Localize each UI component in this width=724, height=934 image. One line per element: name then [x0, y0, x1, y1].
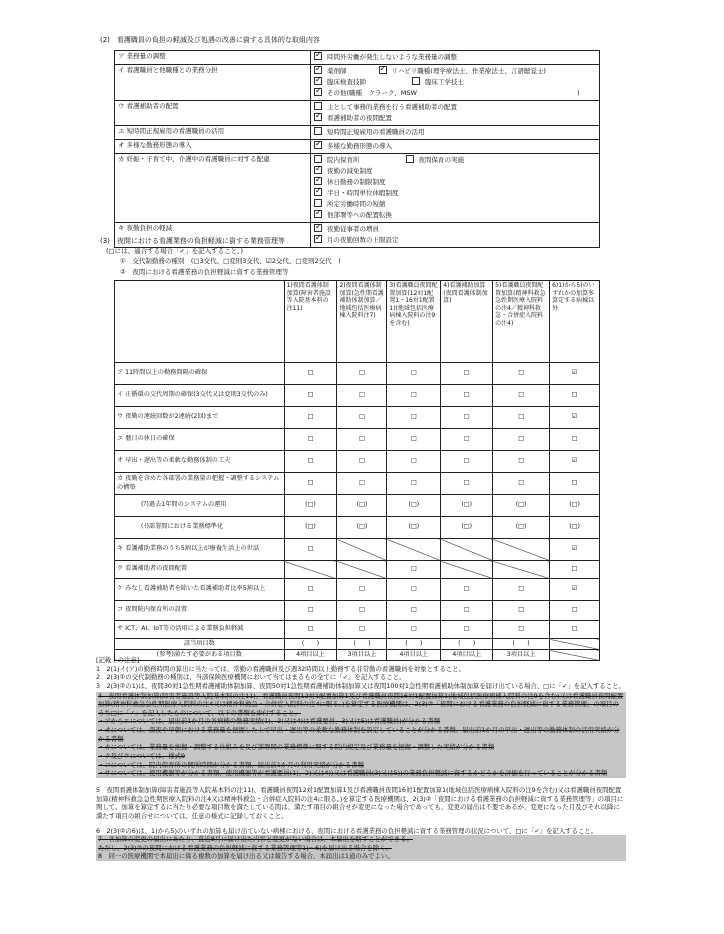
note-7-b: ただし、2(3)②の夜間における看護業務の負担軽減に資する業務管理等1)〜6)を届け出る場合を除く。 — [98, 843, 392, 852]
option-line — [314, 177, 596, 188]
option-close-paren: ) — [576, 89, 580, 97]
workload-row-label: エ 暦日の休日の確保 — [115, 429, 285, 451]
check-cell[interactable]: □ — [337, 473, 387, 495]
option-label: リハビリ職種(理学療法士、作業療法士、言語聴覚士) — [391, 67, 546, 75]
note-6: 6 2(3)②の6)は、1)から5)のいずれの加算も届け出ていない病棟における、夜間における看護業務の負担軽減に資する業務管理の状況について、□に「✓」を記入すること。 — [96, 826, 598, 835]
workload-row-label: ウ 夜勤の連続回数が2連続(2回)まで — [115, 407, 285, 429]
burden-row-options — [311, 65, 600, 101]
night-burden-subheading: ② 夜間における看護業務の負担軽減に資する業務管理等 — [120, 268, 289, 276]
check-cell[interactable]: □ — [493, 473, 550, 495]
option-line — [314, 88, 596, 99]
check-cell[interactable]: □ — [441, 601, 493, 621]
check-cell[interactable]: (□) — [337, 517, 387, 539]
not-applicable-cell — [493, 561, 550, 579]
check-cell[interactable]: □ — [284, 539, 337, 561]
check-cell[interactable]: □ — [441, 429, 493, 451]
check-cell[interactable]: □ — [337, 601, 387, 621]
burden-reduction-table — [114, 50, 600, 248]
burden-row-options — [311, 154, 600, 223]
workload-row — [115, 473, 600, 495]
check-cell[interactable]: □ — [441, 363, 493, 385]
check-cell[interactable]: □ — [337, 363, 387, 385]
note-4-struck-block — [96, 692, 626, 778]
option-label: 多様な勤務形態の導入 — [327, 142, 392, 150]
workload-row — [115, 539, 600, 561]
burden-row-label: ア 業務量の調整 — [115, 51, 311, 65]
notes-section — [96, 656, 626, 861]
option-label: 院内保育所 — [327, 156, 360, 164]
check-cell[interactable]: □ — [550, 385, 600, 407]
not-applicable-cell — [550, 639, 600, 650]
check-cell[interactable]: (□) — [284, 495, 337, 517]
section-3-heading: (3) 夜間における看護業務の負担軽減に資する業務管理等 — [100, 237, 285, 245]
check-cell[interactable]: (□) — [284, 517, 337, 539]
note-4-a: ・アからエについては、届出前1か月の各病棟の勤務実績(1)、2)又は4)は看護要員、3)又は5)は看護職員)が分かる書類 — [98, 717, 441, 726]
checkbox[interactable] — [314, 88, 322, 96]
check-cell[interactable]: □ — [284, 385, 337, 407]
workload-row — [115, 517, 600, 539]
check-cell[interactable]: □ — [337, 407, 387, 429]
check-cell[interactable]: □ — [387, 451, 441, 473]
checkbox[interactable] — [379, 66, 387, 74]
option-label: 時間外労働が発生しないような業務量の調整 — [327, 53, 457, 61]
check-cell[interactable]: □ — [284, 579, 337, 601]
note-5: 5 夜間看護体制加算(障害者施設等入院基本料の注11)、看護職員夜間12対1配置加算1及び看護職員夜間16対1配置加算1(地域包括医療病棟入院料の注9を含む)又は看護職員夜間配置加算(精神科救急急性期医療入院料の注4又は精神科救急・合併症入院料の注4に限る。)を算定する医療機関は、2(3)②「夜間における看護業務の負担軽減に資する業務管理等」の項目に関して、加算を算定するに当たり必要な項目数を満たしている間は、満たす項目の組合せが変更になった場合であっても、変更の届出は不要であるが、変更になった月及びそれ以降に満たす項目の組合せについては、任意の様式に記録しておくこと。 — [96, 785, 624, 820]
required-row-label: (参考)満たす必要がある項目数 — [115, 650, 285, 661]
section-3-subnote: (□には、適合する場合「✓」を記入すること。) — [106, 247, 243, 255]
check-cell[interactable]: □ — [493, 363, 550, 385]
check-cell[interactable]: □ — [493, 601, 550, 621]
option-label: 他部署等への配置転換 — [327, 211, 392, 219]
check-cell[interactable]: □ — [493, 407, 550, 429]
checkbox[interactable] — [314, 113, 322, 121]
workload-row-label: ク 看護補助者の夜間配置 — [115, 561, 285, 579]
check-cell[interactable]: (□) — [493, 517, 550, 539]
notes-title: [記載上の注意] — [96, 656, 140, 664]
count-row-value[interactable]: ( ) — [284, 639, 337, 650]
required-row-value: 3項目以上 — [493, 650, 550, 661]
checkbox[interactable] — [412, 77, 420, 85]
check-cell[interactable]: □ — [441, 451, 493, 473]
burden-row-label: イ 看護職員と他職種との業務分担 — [115, 65, 311, 101]
check-cell[interactable]: □ — [284, 601, 337, 621]
option-line — [314, 155, 596, 166]
not-applicable-cell — [387, 539, 441, 561]
check-cell[interactable]: □ — [493, 385, 550, 407]
note-4-b: ・オについては、深夜や早朝における業務量を把握した上で早出・遅出等の柔軟な勤務体制を設定していることが分かる書類、届出前1か月の早出・遅出等の勤務体制の活用実績が分かる書類 — [98, 726, 620, 743]
option-line — [314, 199, 596, 210]
burden-row-options — [311, 101, 600, 126]
option-line — [314, 166, 596, 177]
burden-row-label: カ 妊娠・子育て中、介護中の看護職員に対する配慮 — [115, 154, 311, 223]
burden-row-options — [311, 140, 600, 154]
option-label: 夜勤従事者の増員 — [327, 225, 379, 233]
workload-row — [115, 429, 600, 451]
option-label: 薬剤師 — [327, 67, 347, 75]
check-cell[interactable]: □ — [337, 429, 387, 451]
not-applicable-cell — [284, 561, 337, 579]
check-cell[interactable]: (□) — [493, 495, 550, 517]
check-cell[interactable]: □ — [441, 385, 493, 407]
check-cell[interactable]: □ — [550, 473, 600, 495]
checkbox[interactable] — [314, 52, 322, 60]
checkbox[interactable] — [314, 141, 322, 149]
column-header: 3)看護職員夜間配置加算(12対1配置1・16対1配置1)(地域包括医療病棟入院料の注9を含む) — [387, 281, 441, 363]
checkbox[interactable] — [314, 210, 322, 218]
check-cell[interactable]: ☑ — [550, 407, 600, 429]
option-line — [314, 188, 596, 199]
option-line — [314, 66, 596, 77]
workload-row-label: (ｲ)部署間における業務標準化 — [115, 517, 285, 539]
note-3: 3 2(3)②の1)は、夜間30対1急性期看護補助体制加算、夜間50対1急性期看護補助体制加算又は夜間100対1急性期看護補助体制加算を届け出ている場合、□に「✓」を記入すること。 — [96, 681, 625, 690]
not-applicable-cell — [337, 561, 387, 579]
workload-row-label: カ 夜勤を含めた各部署の業務量の把握・調整するシステムの構築 — [115, 473, 285, 495]
note-4-c: ・カについては、業務量を把握・調整する仕組みを及び部署間の業務標準に関する院内規定及び業務量を把握・調整した実績が分かる書類 — [98, 743, 495, 752]
shift-type-line: ① 交代制勤務の種別 (□3交代、□変則3交代、☑2交代、□変則2交代 ) — [120, 257, 341, 265]
checkbox[interactable] — [314, 235, 322, 243]
workload-row-label: ア 11時間以上の勤務間隔の確保 — [115, 363, 285, 385]
check-cell[interactable]: ☑ — [550, 451, 600, 473]
option-label: 臨床検査技師 — [327, 78, 366, 86]
burden-row-options — [311, 126, 600, 140]
workload-row — [115, 363, 600, 385]
count-row-label: 該当項目数 — [115, 639, 285, 650]
check-cell[interactable]: □ — [550, 429, 600, 451]
workload-row-label: (ｱ)過去1年間のシステムの運用 — [115, 495, 285, 517]
check-cell[interactable]: □ — [493, 579, 550, 601]
option-line — [314, 127, 596, 138]
option-label: 夜勤の減免制度 — [327, 167, 373, 175]
check-cell[interactable]: □ — [493, 621, 550, 639]
check-cell[interactable]: □ — [387, 579, 441, 601]
checkbox[interactable] — [314, 77, 322, 85]
option-line — [314, 224, 596, 235]
workload-row-label: オ 早出・遅出等の柔軟な勤務体制の工夫 — [115, 451, 285, 473]
check-cell[interactable]: □ — [337, 579, 387, 601]
check-cell[interactable]: ☑ — [550, 539, 600, 561]
burden-row — [115, 154, 600, 223]
note-4: 4 夜間看護体制加算(障害者施設等入院基本料の注11)、看護職員夜間12対1配置加算1及び看護職員夜間16対1配置加算1(地域包括医療病棟入院料の注9を含む)又は看護職員夜間配置加算(精神科救急急性期医療入院料の注4又は精神科救急・合併症入院料の注4に限る。)を算定する医療機関は、2(3)②「夜間における看護業務の負担軽減に資する業務管理」の項目のうち□に「✓」を記入したものについて、以下の書類を添付すること。 — [98, 691, 624, 717]
check-cell[interactable]: (□) — [387, 517, 441, 539]
burden-row — [115, 101, 600, 126]
check-cell[interactable]: □ — [387, 601, 441, 621]
note-7: 7 各加算の変更の届出にあたり、直近8月に届け出た内容と変更がない場合は、本届出を略すことができる。 — [98, 835, 413, 844]
checkbox[interactable] — [314, 166, 322, 174]
option-label: 夜間保育の実施 — [418, 156, 464, 164]
option-label: 休日勤務の制限制度 — [327, 178, 386, 186]
check-cell[interactable]: □ — [337, 621, 387, 639]
check-cell[interactable]: □ — [337, 385, 387, 407]
column-header: 5)看護職員夜間配置加算(精神科救急急性期医療入院料の注4／精神科救急・合併症入院料の注4) — [493, 281, 550, 363]
checkbox[interactable] — [314, 66, 322, 74]
check-cell[interactable]: □ — [493, 451, 550, 473]
workload-row-label: ケ みなし看護補助者を除いた看護補助者比率5割以上 — [115, 579, 285, 601]
workload-row — [115, 385, 600, 407]
option-label: 月の夜勤回数の上限設定 — [327, 236, 399, 244]
option-label: 所定労働時間の短縮 — [327, 200, 386, 208]
workload-row — [115, 561, 600, 579]
note-7-struck-block — [96, 835, 626, 852]
not-applicable-cell — [441, 561, 493, 579]
option-label: 臨床工学技士 — [425, 78, 464, 86]
checkbox[interactable] — [314, 102, 322, 110]
note-2: 2 2(3)①の交代制勤務の種別は、当該保険医療機関において当てはまるもの全てに「✓」を記入すること。 — [96, 673, 406, 682]
option-line — [314, 102, 596, 113]
burden-row-label: キ 夜勤負担の軽減 — [115, 223, 311, 248]
checkbox[interactable] — [314, 127, 322, 135]
check-cell[interactable]: □ — [284, 407, 337, 429]
check-cell[interactable]: (□) — [387, 495, 441, 517]
check-cell[interactable]: □ — [284, 429, 337, 451]
option-label: 看護補助者の夜間配置 — [327, 114, 392, 122]
check-cell[interactable]: (□) — [550, 517, 600, 539]
checkbox[interactable] — [314, 199, 322, 207]
burden-row — [115, 140, 600, 154]
note-1: 1 2(1)イ(ア)の勤務時間の算出に当たっては、常勤の看護職員及び週32時間以上勤務する非常勤の看護職員を対象とすること。 — [96, 664, 466, 673]
checkbox[interactable] — [314, 155, 322, 163]
check-cell[interactable]: □ — [387, 473, 441, 495]
check-cell[interactable]: □ — [550, 601, 600, 621]
check-cell[interactable]: □ — [387, 429, 441, 451]
checkbox[interactable] — [314, 177, 322, 185]
workload-row-label: キ 看護補助業務のうち5割以上が療養生活上の世話 — [115, 539, 285, 561]
required-row-value: 3項目以上 — [337, 650, 387, 661]
workload-row — [115, 407, 600, 429]
table-corner — [115, 281, 285, 363]
option-line — [314, 113, 596, 124]
count-row-value[interactable]: ( ) — [337, 639, 387, 650]
option-label: その他(職種 クラーク、MSW — [327, 89, 417, 97]
workload-row — [115, 579, 600, 601]
option-line — [314, 141, 596, 152]
workload-row — [115, 601, 600, 621]
count-row-value[interactable]: ( ) — [493, 639, 550, 650]
count-row-value[interactable]: ( ) — [441, 639, 493, 650]
column-header: 6)1)から5)のいずれかの加算多算定する病棟以外 — [550, 281, 600, 363]
check-cell[interactable]: □ — [441, 579, 493, 601]
burden-row — [115, 65, 600, 101]
workload-row — [115, 621, 600, 639]
note-4-f: ・サについては、使用機器等が分かる書類、使用機器等が看護要員(1)、2)又は4))又は看護職員(3)又は5))の業務負担軽減に資するかどうかを評価を行っていることが分かる書類 — [98, 769, 608, 778]
check-cell[interactable]: □ — [550, 621, 600, 639]
check-cell[interactable]: □ — [441, 473, 493, 495]
workload-row-label: イ 正循環の交代周期の確保(3交代又は変則3交代のみ) — [115, 385, 285, 407]
check-cell[interactable]: □ — [337, 451, 387, 473]
workload-row — [115, 495, 600, 517]
check-cell[interactable]: □ — [284, 473, 337, 495]
column-header: 1)夜間看護体制加算(障害者施設等入院基本料の注11) — [284, 281, 337, 363]
workload-row-label: サ ICT、AI、IoT等の活用による業務負担軽減 — [115, 621, 285, 639]
check-cell[interactable]: ☑ — [550, 579, 600, 601]
checkbox[interactable] — [406, 155, 414, 163]
check-cell[interactable]: □ — [387, 621, 441, 639]
check-cell[interactable]: □ — [441, 621, 493, 639]
check-cell[interactable]: □ — [550, 561, 600, 579]
burden-row-label: ウ 看護補助者の配置 — [115, 101, 311, 126]
not-applicable-cell — [441, 539, 493, 561]
note-8: 8 同一の医療機関で本届出に係る複数の加算を届け出る又は報告する場合、本届出は1通のみでよい。 — [96, 852, 626, 861]
check-cell[interactable]: (□) — [550, 495, 600, 517]
note-4-e: ・コについては、院内保育所の開所時間が分かる書類、届出前1か月の利用実績が分かる書類 — [98, 760, 364, 769]
check-cell[interactable]: (□) — [441, 495, 493, 517]
check-cell[interactable]: □ — [284, 621, 337, 639]
check-cell[interactable]: □ — [441, 407, 493, 429]
not-applicable-cell — [337, 539, 387, 561]
burden-row-label: オ 多様な勤務形態の導入 — [115, 140, 311, 154]
checkbox[interactable] — [314, 224, 322, 232]
check-cell[interactable]: □ — [387, 385, 441, 407]
check-cell[interactable]: (□) — [337, 495, 387, 517]
count-row-value[interactable]: ( ) — [387, 639, 441, 650]
check-cell[interactable]: □ — [284, 451, 337, 473]
required-row-value: 4項目以上 — [284, 650, 337, 661]
check-cell[interactable]: □ — [387, 363, 441, 385]
night-workload-table — [114, 280, 600, 661]
burden-row-label: エ 短時間正規雇用の看護職員の活用 — [115, 126, 311, 140]
option-line — [314, 210, 596, 221]
check-cell[interactable]: ☑ — [550, 363, 600, 385]
check-cell[interactable]: □ — [387, 561, 441, 579]
check-cell[interactable]: (□) — [441, 517, 493, 539]
count-row — [115, 639, 600, 650]
column-header: 4)看護補助加算(夜間看護体制加算) — [441, 281, 493, 363]
option-label: 主として事務的業務を行う看護補助者の配置 — [327, 103, 457, 111]
check-cell[interactable]: □ — [284, 363, 337, 385]
workload-row-label: コ 夜間院内保育所の設置 — [115, 601, 285, 621]
required-row-value: 4項目以上 — [387, 650, 441, 661]
burden-row — [115, 51, 600, 65]
option-line — [314, 52, 596, 63]
note-4-d: ・ク及びケについては、様式9 — [98, 752, 186, 761]
required-row-value: 4項目以上 — [441, 650, 493, 661]
checkbox[interactable] — [314, 188, 322, 196]
check-cell[interactable]: □ — [387, 407, 441, 429]
option-label: 半日・時間単位休暇制度 — [327, 189, 399, 197]
option-line — [314, 235, 596, 246]
column-header: 2)夜間看護体制加算(急性期看護補助体制加算／地域包括医療病棟入院料注7) — [337, 281, 387, 363]
section-2-heading: (2) 看護職員の負担の軽減及び処遇の改善に資する具体的な取組内容 — [100, 36, 320, 44]
check-cell[interactable]: □ — [493, 429, 550, 451]
option-line — [314, 77, 596, 88]
option-label: 短時間正規雇用の看護職員の活用 — [327, 128, 425, 136]
workload-row — [115, 451, 600, 473]
not-applicable-cell — [493, 539, 550, 561]
burden-row-options — [311, 51, 600, 65]
burden-row-options — [311, 223, 600, 248]
burden-row — [115, 126, 600, 140]
